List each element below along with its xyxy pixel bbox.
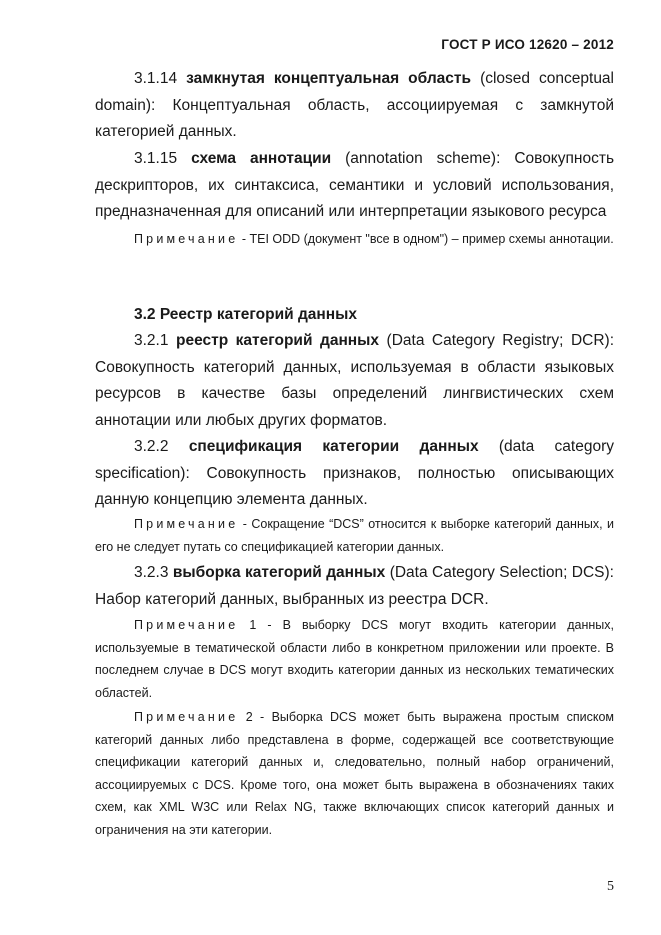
note-3-2-2 (95, 513, 614, 558)
definition-text: (closed conceptual domain): Концептуальная область, ассоциируемая с замкнутой категорией данных. (95, 70, 614, 140)
section-heading-3-2 (95, 302, 614, 328)
note-text: - Сокращение “DCS” относится к выборке категорий данных, и его не следует путать со спецификацией категории данных. (95, 517, 614, 554)
definition-text: (Data Category Registry; DCR): Совокупность категорий данных, используемая в области языковых ресурсов в качестве базы определений лингвистических схем аннотации или любых других форматов. (95, 332, 615, 429)
note-text: - TEI ODD (документ "все в одном") – пример схемы аннотации. (241, 232, 614, 246)
note-3-1-15 (95, 228, 614, 251)
note-label: Примечание (134, 618, 239, 632)
definition-3-1-15 (95, 146, 614, 226)
section-title: 3.2 Реестр категорий данных (134, 306, 358, 323)
term: схема аннотации (191, 150, 332, 167)
term: замкнутая концептуальная область (186, 70, 472, 87)
note-label: Примечание (134, 710, 239, 724)
term: спецификация категории данных (188, 438, 479, 455)
definition-text: (annotation scheme): Совокупность дескрипторов, их синтаксиса, семантики и условий использования, предназначенная для описаний или интерпретации языкового ресурса (95, 150, 615, 220)
definition-text: (Data Category Selection; DCS): Набор категорий данных, выбранных из реестра DCR. (95, 564, 614, 608)
definition-3-2-1 (95, 328, 614, 434)
clause-number: 3.2.1 (134, 332, 169, 349)
note-text: 2 - Выборка DCS может быть выражена простым списком категорий данных либо представлена в форме, содержащей все соответствующие спецификации категорий данных и, следовательно, полный набор ограничений, ассоциируемых с DCS. Кроме того, она может быть выражена в обозначениях таких схем, как XML W3C или Relax NG, также включающих список категорий данных и ограничения на эти категории. (95, 710, 614, 837)
clause-number: 3.2.2 (134, 438, 169, 455)
document-code: ГОСТ Р ИСО 12620 – 2012 (441, 37, 614, 52)
clause-number: 3.2.3 (134, 564, 169, 581)
definition-text: (data category specification): Совокупность признаков, полностью описывающих данную концепцию элемента данных. (95, 438, 614, 508)
definition-3-1-14 (95, 66, 614, 146)
definition-3-2-2 (95, 434, 614, 514)
clause-number: 3.1.14 (134, 70, 178, 87)
note-text: 1 - В выборку DCS могут входить категории данных, используемые в тематической области либо в конкретном приложении или проекте. В последнем случае в DCS могут входить категории данных из нескольких тематических областей. (95, 618, 614, 700)
page-number: 5 (607, 879, 614, 894)
definition-3-2-3 (95, 560, 614, 613)
note-2-3-2-3 (95, 706, 614, 841)
note-1-3-2-3 (95, 614, 614, 704)
clause-number: 3.1.15 (134, 150, 178, 167)
term: реестр категорий данных (175, 332, 380, 349)
term: выборка категорий данных (172, 564, 386, 581)
note-label: Примечание (134, 517, 239, 531)
note-label: Примечание (134, 232, 239, 246)
